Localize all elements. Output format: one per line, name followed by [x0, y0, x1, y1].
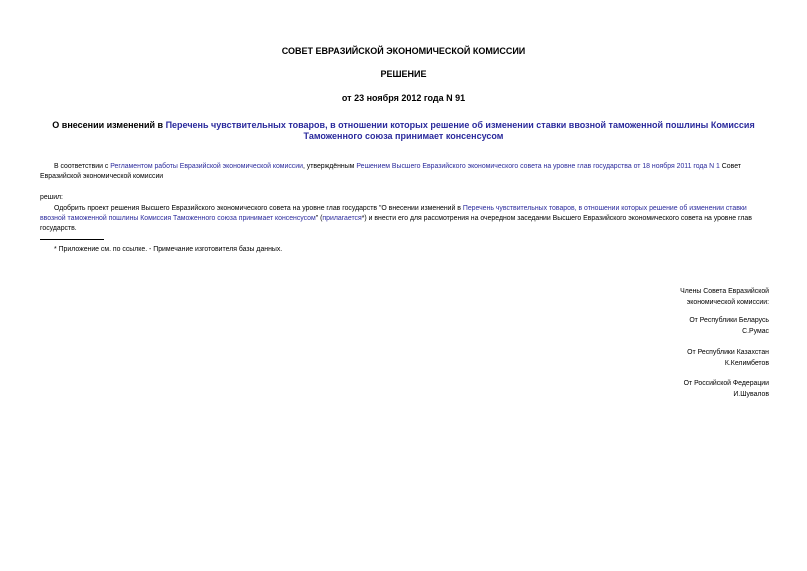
subject-link-sensitive-goods-list[interactable]: Перечень чувствительных товаров, в отношении которых решение об изменении ставки ввозной таможенной пошлины Комиссия Таможенного союза принимает консенсусом — [165, 120, 755, 141]
signature-russia-country: От Российской Федерации — [683, 380, 769, 387]
document-subject — [40, 120, 767, 142]
signature-kazakhstan-name: К.Келимбетов — [724, 360, 769, 367]
signature-belarus — [689, 315, 769, 337]
signature-russia-name: И.Шувалов — [733, 391, 769, 398]
paragraph-decision — [40, 204, 769, 234]
subject-prefix: О внесении изменений в — [52, 120, 166, 130]
signature-belarus-country: От Республики Беларусь — [689, 317, 769, 324]
paragraph-decision-text-3: *) и внести его для рассмотрения на очередном заседании Высшего Евразийского экономического совета на уровне глав государств. — [40, 215, 752, 232]
link-attachment[interactable]: прилагается — [322, 215, 362, 222]
signature-belarus-name: С.Румас — [742, 328, 769, 335]
signatures-title — [680, 286, 769, 308]
signature-russia — [684, 378, 769, 400]
paragraph-basis-text-1: В соответствии с — [54, 163, 111, 170]
signatures-title-line-2: экономической комиссии: — [686, 299, 769, 306]
link-supreme-council-decision[interactable]: Решением Высшего Евразийского экономического совета на уровне глав государства от 18 ноября 2011 года N 1 — [356, 163, 720, 170]
footnote: * Приложение см. по ссылке. - Примечание изготовителя базы данных. — [54, 246, 283, 253]
link-commission-regulations[interactable]: Регламентом работы Евразийской экономической комиссии — [110, 163, 303, 170]
document-type: РЕШЕНИЕ — [380, 69, 427, 79]
paragraph-basis-text-2: , утверждённым — [302, 163, 357, 170]
decided-label: решил: — [40, 194, 63, 201]
link-sensitive-goods-list[interactable]: Перечень чувствительных товаров, в отношении которых решение об изменении ставки ввозной таможенной пошлины Комиссия Таможенного союза принимает консенсусом — [40, 205, 747, 222]
paragraph-decision-text-1: Одобрить проект решения Высшего Евразийского экономического совета на уровне глав государств "О внесении изменений в — [54, 205, 463, 212]
signature-kazakhstan-country: От Республики Казахстан — [687, 349, 769, 356]
signature-kazakhstan — [687, 347, 769, 369]
paragraph-decision-text-2: " ( — [315, 215, 323, 222]
paragraph-basis — [40, 162, 769, 182]
paragraph-basis-text-3: Совет Евразийской экономической комиссии — [40, 163, 741, 180]
footnote-divider — [40, 239, 104, 240]
signatures-title-line-1: Члены Совета Евразийской — [680, 288, 769, 295]
document-date: от 23 ноября 2012 года N 91 — [341, 93, 466, 103]
organization-title: СОВЕТ ЕВРАЗИЙСКОЙ ЭКОНОМИЧЕСКОЙ КОМИССИИ — [281, 46, 526, 56]
